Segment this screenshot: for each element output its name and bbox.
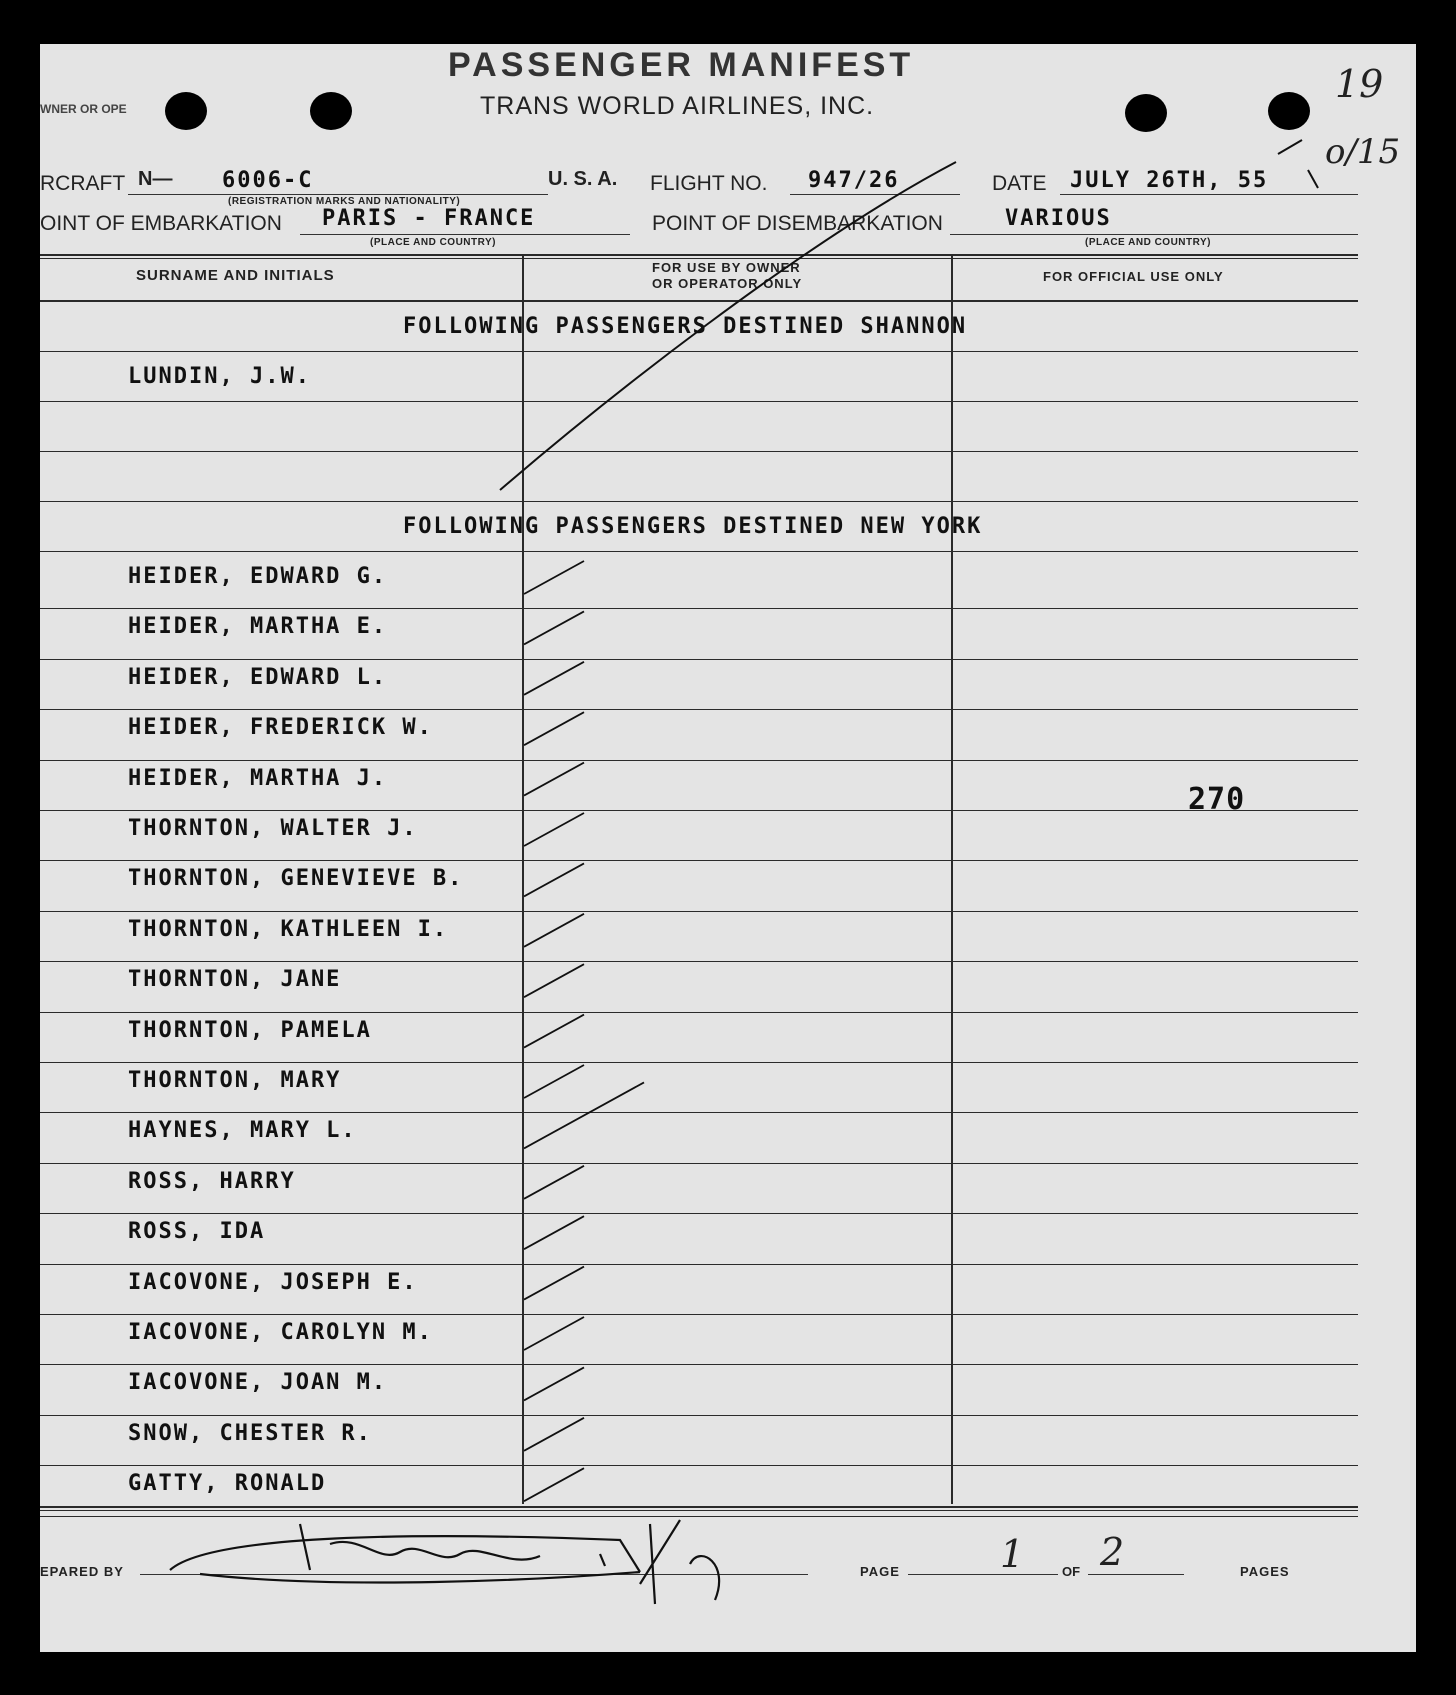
aircraft-value: 6006-C — [222, 168, 314, 193]
diagonal-strike — [500, 162, 956, 490]
corner-note-top: 19 — [1335, 62, 1384, 106]
check-mark — [524, 1317, 584, 1350]
passenger-name: THORNTON, PAMELA — [128, 1017, 372, 1043]
column-header-official: FOR OFFICIAL USE ONLY — [1043, 269, 1224, 284]
check-mark — [524, 1468, 584, 1501]
column-header-owner-2: OR OPERATOR ONLY — [652, 276, 803, 291]
check-mark — [524, 662, 584, 695]
disembarkation-caption: (PLACE AND COUNTRY) — [1085, 237, 1211, 248]
aircraft-label: RCRAFT — [40, 172, 126, 195]
check-mark — [524, 1267, 584, 1300]
slash-mark — [1278, 140, 1318, 188]
aircraft-prefix: N— — [138, 168, 173, 190]
prepared-label: EPARED BY — [40, 1564, 124, 1579]
page-value: 1 — [1000, 1532, 1025, 1576]
passenger-name: THORNTON, WALTER J. — [128, 816, 418, 841]
date-label: DATE — [992, 172, 1047, 195]
airline-name: TRANS WORLD AIRLINES, INC. — [480, 92, 875, 120]
country-label: U. S. A. — [548, 168, 618, 190]
signature-mark — [170, 1520, 719, 1604]
check-mark — [524, 964, 584, 997]
embarkation-label: OINT OF EMBARKATION — [40, 212, 282, 235]
embarkation-value: PARIS - FRANCE — [322, 206, 536, 231]
check-mark — [524, 1166, 584, 1199]
passenger-name: THORNTON, GENEVIEVE B. — [128, 866, 464, 892]
check-mark — [524, 561, 584, 594]
disembarkation-label: POINT OF DISEMBARKATION — [652, 212, 943, 235]
flight-value: 947/26 — [808, 168, 900, 193]
passenger-name: ROSS, HARRY — [128, 1168, 296, 1194]
passenger-name: ROSS, IDA — [128, 1219, 266, 1245]
registration-caption: (REGISTRATION MARKS AND NATIONALITY) — [228, 196, 461, 207]
passenger-name: IACOVONE, JOAN M. — [128, 1370, 388, 1396]
column-header-surname: SURNAME AND INITIALS — [136, 267, 335, 284]
check-mark — [524, 813, 584, 846]
passenger-name: SNOW, CHESTER R. — [128, 1420, 372, 1446]
disembarkation-value: VARIOUS — [1005, 206, 1112, 231]
passenger-name: GATTY, RONALD — [128, 1471, 327, 1497]
owner-label: WNER OR OPE — [40, 102, 127, 116]
of-value: 2 — [1100, 1530, 1125, 1574]
check-mark — [524, 863, 584, 896]
official-stamp: 270 — [1188, 782, 1246, 817]
check-mark — [524, 1065, 584, 1098]
date-value: JULY 26TH, 55 — [1070, 168, 1269, 193]
passenger-name: HEIDER, EDWARD L. — [128, 664, 388, 690]
passenger-name: THORNTON, KATHLEEN I. — [128, 916, 449, 942]
check-mark — [524, 1015, 584, 1048]
of-label: OF — [1062, 1564, 1081, 1579]
passenger-name: HEIDER, FREDERICK W. — [128, 715, 433, 741]
corner-note-bottom: o/15 — [1325, 132, 1401, 172]
check-mark — [524, 914, 584, 947]
manifest-sheet — [40, 44, 1416, 1652]
pages-label: PAGES — [1240, 1564, 1290, 1579]
flight-label: FLIGHT NO. — [650, 172, 768, 195]
check-mark — [524, 1216, 584, 1249]
check-mark — [524, 1367, 584, 1400]
passenger-name: HEIDER, MARTHA E. — [128, 614, 388, 640]
passenger-name: IACOVONE, JOSEPH E. — [128, 1269, 418, 1295]
passenger-name: IACOVONE, CAROLYN M. — [128, 1320, 433, 1345]
column-header-owner-1: FOR USE BY OWNER — [652, 260, 801, 275]
passenger-name: HEIDER, MARTHA J. — [128, 765, 388, 791]
passenger-name: THORNTON, JANE — [128, 967, 342, 993]
handwritten-marks — [40, 44, 1416, 1652]
passenger-name: LUNDIN, J.W. — [128, 364, 311, 389]
section-heading-shannon: FOLLOWING PASSENGERS DESTINED SHANNON — [403, 314, 968, 339]
embarkation-caption: (PLACE AND COUNTRY) — [370, 237, 496, 248]
passenger-name: HEIDER, EDWARD G. — [128, 564, 388, 589]
check-mark — [524, 1082, 644, 1148]
page-title: PASSENGER MANIFEST — [448, 46, 915, 84]
check-mark — [524, 611, 584, 644]
page-label: PAGE — [860, 1564, 900, 1579]
passenger-name: THORNTON, MARY — [128, 1068, 342, 1093]
check-mark — [524, 763, 584, 796]
check-mark — [524, 1418, 584, 1451]
section-heading-newyork: FOLLOWING PASSENGERS DESTINED NEW YORK — [403, 514, 983, 539]
check-mark — [524, 712, 584, 745]
passenger-name: HAYNES, MARY L. — [128, 1118, 357, 1144]
